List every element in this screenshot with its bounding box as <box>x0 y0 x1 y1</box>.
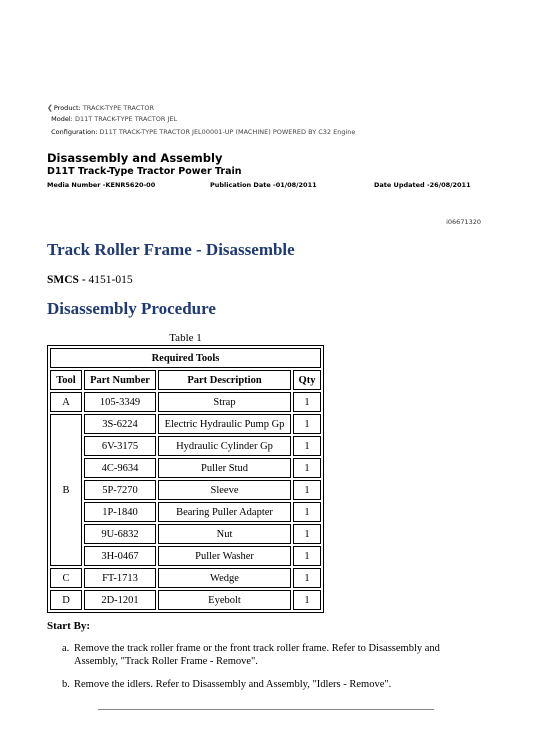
start-by-step <box>62 679 472 692</box>
start-by-label: Start By: <box>47 620 91 632</box>
section-heading: Disassembly Procedure <box>47 299 216 318</box>
step-text-continued: Assembly, "Track Roller Frame - Remove". <box>74 655 258 667</box>
header-tool: Tool <box>50 370 82 390</box>
config-key: Configuration: <box>51 128 98 136</box>
table-row <box>50 568 321 588</box>
part-number-cell: 9U-6832 <box>84 524 156 544</box>
part-number-cell: 4C-9634 <box>84 458 156 478</box>
qty-cell: 1 <box>293 524 321 544</box>
table-row <box>50 414 321 434</box>
qty-cell: 1 <box>293 480 321 500</box>
model-value: D11T TRACK-TYPE TRACTOR JEL <box>74 115 178 123</box>
header-part-description: Part Description <box>158 370 291 390</box>
part-description-cell: Strap <box>158 392 291 412</box>
divider <box>98 709 434 710</box>
part-number-cell: FT-1713 <box>84 568 156 588</box>
smcs-value: 4151-015 <box>88 274 133 286</box>
tool-cell: D <box>50 590 82 610</box>
step-label: b. <box>62 679 70 690</box>
table-header-row <box>50 370 321 390</box>
table-row <box>50 524 321 544</box>
part-description-cell: Wedge <box>158 568 291 588</box>
qty-cell: 1 <box>293 436 321 456</box>
part-number-cell: 1P-1840 <box>84 502 156 522</box>
date-updated: Date Updated -26/08/2011 <box>374 181 471 189</box>
table-title-row <box>50 348 321 368</box>
table-row <box>50 458 321 478</box>
model-key: Model: <box>51 115 73 123</box>
part-description-cell: Sleeve <box>158 480 291 500</box>
config-value: D11T TRACK-TYPE TRACTOR JEL00001-UP (MACHINE) POWERED BY C32 Engine <box>99 128 356 136</box>
page-heading: Track Roller Frame - Disassemble <box>47 240 295 259</box>
qty-cell: 1 <box>293 590 321 610</box>
part-number-cell: 6V-3175 <box>84 436 156 456</box>
start-by-step <box>62 643 472 668</box>
part-description-cell: Puller Washer <box>158 546 291 566</box>
qty-cell: 1 <box>293 568 321 588</box>
product-line <box>47 103 154 114</box>
doc-title: Disassembly and Assembly <box>47 151 223 165</box>
table-row <box>50 436 321 456</box>
doc-subtitle: D11T Track-Type Tractor Power Train <box>47 166 242 177</box>
part-description-cell: Electric Hydraulic Pump Gp <box>158 414 291 434</box>
product-key: Product: <box>53 104 81 112</box>
part-number-cell: 3H-0467 <box>84 546 156 566</box>
table-row <box>50 590 321 610</box>
step-label: a. <box>62 643 70 654</box>
publication-date: Publication Date -01/08/2011 <box>210 181 317 189</box>
smcs-label: SMCS - <box>47 274 86 286</box>
table-caption: Table 1 <box>169 332 202 344</box>
table-row <box>50 480 321 500</box>
table-row <box>50 502 321 522</box>
part-number-cell: 2D-1201 <box>84 590 156 610</box>
part-description-cell: Puller Stud <box>158 458 291 478</box>
tool-cell: C <box>50 568 82 588</box>
required-tools-table <box>47 345 324 613</box>
configuration-line <box>47 127 355 138</box>
part-number-cell: 5P-7270 <box>84 480 156 500</box>
part-description-cell: Nut <box>158 524 291 544</box>
table-row <box>50 546 321 566</box>
qty-cell: 1 <box>293 414 321 434</box>
qty-cell: 1 <box>293 458 321 478</box>
step-text: Remove the track roller frame or the front track roller frame. Refer to Disassembly and <box>74 643 440 654</box>
tool-cell: A <box>50 392 82 412</box>
part-description-cell: Bearing Puller Adapter <box>158 502 291 522</box>
product-value: TRACK-TYPE TRACTOR <box>82 104 154 112</box>
part-number-cell: 3S-6224 <box>84 414 156 434</box>
header-part-number: Part Number <box>84 370 156 390</box>
table-title: Required Tools <box>50 348 321 368</box>
smcs-line <box>47 274 133 286</box>
part-number-cell: 105-3349 <box>84 392 156 412</box>
media-number: Media Number -KENR5620-00 <box>47 181 156 189</box>
model-line <box>47 114 177 125</box>
table-row <box>50 392 321 412</box>
tool-cell: B <box>50 414 82 566</box>
step-text: Remove the idlers. Refer to Disassembly and Assembly, "Idlers - Remove". <box>74 679 392 690</box>
part-description-cell: Hydraulic Cylinder Gp <box>158 436 291 456</box>
qty-cell: 1 <box>293 392 321 412</box>
back-arrow-icon[interactable]: ❮ <box>47 104 53 112</box>
header-qty: Qty <box>293 370 321 390</box>
qty-cell: 1 <box>293 546 321 566</box>
part-description-cell: Eyebolt <box>158 590 291 610</box>
document-id: i06671320 <box>446 218 481 226</box>
qty-cell: 1 <box>293 502 321 522</box>
